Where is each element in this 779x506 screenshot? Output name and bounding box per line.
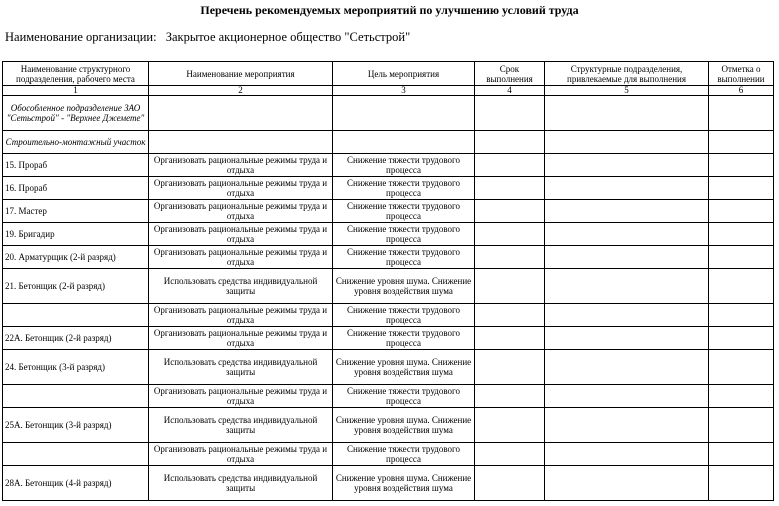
column-number: 4 — [475, 86, 545, 96]
cell-departments — [545, 177, 709, 200]
table-body — [3, 96, 774, 501]
header-cell-goal: Цель мероприятия — [333, 62, 475, 86]
cell-measure: Организовать рациональные режимы труда и отдыха — [149, 385, 333, 408]
cell-measure: Организовать рациональные режимы труда и отдыха — [149, 246, 333, 269]
organization-label: Наименование организации: — [5, 30, 157, 44]
cell-workplace — [3, 443, 149, 466]
cell-measure: Организовать рациональные режимы труда и отдыха — [149, 327, 333, 350]
table-header-row — [3, 62, 774, 86]
column-number: 5 — [545, 86, 709, 96]
cell-deadline — [475, 327, 545, 350]
cell-departments — [545, 443, 709, 466]
cell-completion — [709, 408, 774, 443]
cell-deadline — [475, 177, 545, 200]
cell-goal: Снижение уровня шума. Снижение уровня воздействия шума — [333, 466, 475, 501]
cell-workplace: 16. Прораб — [3, 177, 149, 200]
table-row — [3, 466, 774, 501]
section-name: Обособленное подразделение ЗАО "Сетьстрой" - "Верхнее Джемете" — [3, 96, 149, 131]
cell-workplace: 24. Бетонщик (3-й разряд) — [3, 350, 149, 385]
cell-goal: Снижение тяжести трудового процесса — [333, 200, 475, 223]
cell-departments — [545, 385, 709, 408]
cell-completion — [709, 246, 774, 269]
column-numbers-row — [3, 86, 774, 96]
section-name: Строительно-монтажный участок — [3, 131, 149, 154]
header-cell-completion: Отметка о выполнении — [709, 62, 774, 86]
cell-completion — [709, 350, 774, 385]
cell-workplace: 25А. Бетонщик (3-й разряд) — [3, 408, 149, 443]
cell-deadline — [475, 246, 545, 269]
column-number: 1 — [3, 86, 149, 96]
header-cell-place: Наименование структурного подразделения, рабочего места — [3, 62, 149, 86]
cell-goal: Снижение тяжести трудового процесса — [333, 385, 475, 408]
table-row — [3, 408, 774, 443]
document-title: Перечень рекомендуемых мероприятий по улучшению условий труда — [200, 3, 579, 17]
cell-deadline — [475, 154, 545, 177]
cell-deadline — [475, 408, 545, 443]
cell-workplace — [3, 385, 149, 408]
table-row — [3, 327, 774, 350]
table-row — [3, 154, 774, 177]
cell-goal: Снижение уровня шума. Снижение уровня воздействия шума — [333, 269, 475, 304]
section-row — [3, 96, 774, 131]
cell-completion — [709, 385, 774, 408]
cell-measure: Организовать рациональные режимы труда и отдыха — [149, 443, 333, 466]
cell-measure: Организовать рациональные режимы труда и отдыха — [149, 177, 333, 200]
cell-goal: Снижение тяжести трудового процесса — [333, 223, 475, 246]
column-number: 3 — [333, 86, 475, 96]
cell-deadline — [475, 200, 545, 223]
cell-workplace: 20. Арматурщик (2-й разряд) — [3, 246, 149, 269]
cell-goal: Снижение тяжести трудового процесса — [333, 443, 475, 466]
cell-departments — [545, 408, 709, 443]
cell-departments — [545, 327, 709, 350]
cell-departments — [545, 466, 709, 501]
cell-completion — [709, 466, 774, 501]
cell-measure: Использовать средства индивидуальной защиты — [149, 350, 333, 385]
measures-table — [2, 61, 774, 501]
cell-measure: Организовать рациональные режимы труда и отдыха — [149, 200, 333, 223]
section-row — [3, 131, 774, 154]
table-row — [3, 200, 774, 223]
table-row — [3, 350, 774, 385]
cell-goal: Снижение тяжести трудового процесса — [333, 304, 475, 327]
cell-measure: Использовать средства индивидуальной защиты — [149, 466, 333, 501]
header-cell-departments: Структурные подразделения, привлекаемые для выполнения — [545, 62, 709, 86]
cell-workplace: 19. Бригадир — [3, 223, 149, 246]
table-row — [3, 177, 774, 200]
cell-completion — [709, 200, 774, 223]
cell-goal: Снижение тяжести трудового процесса — [333, 154, 475, 177]
cell-goal: Снижение тяжести трудового процесса — [333, 327, 475, 350]
cell-goal: Снижение тяжести трудового процесса — [333, 246, 475, 269]
cell-workplace — [3, 304, 149, 327]
cell-departments — [545, 350, 709, 385]
cell-deadline — [475, 269, 545, 304]
table-row — [3, 385, 774, 408]
cell-workplace: 22А. Бетонщик (2-й разряд) — [3, 327, 149, 350]
cell-completion — [709, 327, 774, 350]
cell-goal: Снижение уровня шума. Снижение уровня воздействия шума — [333, 408, 475, 443]
cell-deadline — [475, 223, 545, 246]
cell-completion — [709, 177, 774, 200]
organization-name: Закрытое акционерное общество "Сетьстрой" — [165, 30, 411, 44]
column-number: 2 — [149, 86, 333, 96]
cell-goal: Снижение уровня шума. Снижение уровня воздействия шума — [333, 350, 475, 385]
cell-completion — [709, 443, 774, 466]
cell-completion — [709, 304, 774, 327]
cell-measure: Организовать рациональные режимы труда и отдыха — [149, 223, 333, 246]
cell-workplace: 28А. Бетонщик (4-й разряд) — [3, 466, 149, 501]
cell-measure: Организовать рациональные режимы труда и отдыха — [149, 154, 333, 177]
header-cell-measure: Наименование мероприятия — [149, 62, 333, 86]
cell-measure: Организовать рациональные режимы труда и отдыха — [149, 304, 333, 327]
cell-workplace: 17. Мастер — [3, 200, 149, 223]
cell-workplace: 15. Прораб — [3, 154, 149, 177]
cell-departments — [545, 246, 709, 269]
cell-completion — [709, 154, 774, 177]
table-row — [3, 304, 774, 327]
cell-completion — [709, 269, 774, 304]
table-row — [3, 223, 774, 246]
cell-departments — [545, 154, 709, 177]
cell-departments — [545, 269, 709, 304]
column-number: 6 — [709, 86, 774, 96]
table-row — [3, 443, 774, 466]
cell-deadline — [475, 443, 545, 466]
cell-deadline — [475, 385, 545, 408]
cell-measure: Использовать средства индивидуальной защиты — [149, 408, 333, 443]
table-row — [3, 246, 774, 269]
cell-deadline — [475, 466, 545, 501]
header-cell-deadline: Срок выполнения — [475, 62, 545, 86]
cell-deadline — [475, 304, 545, 327]
cell-completion — [709, 223, 774, 246]
cell-departments — [545, 304, 709, 327]
cell-deadline — [475, 350, 545, 385]
cell-measure: Использовать средства индивидуальной защиты — [149, 269, 333, 304]
cell-workplace: 21. Бетонщик (2-й разряд) — [3, 269, 149, 304]
cell-departments — [545, 200, 709, 223]
cell-departments — [545, 223, 709, 246]
cell-goal: Снижение тяжести трудового процесса — [333, 177, 475, 200]
table-row — [3, 269, 774, 304]
organization-line — [5, 30, 410, 45]
